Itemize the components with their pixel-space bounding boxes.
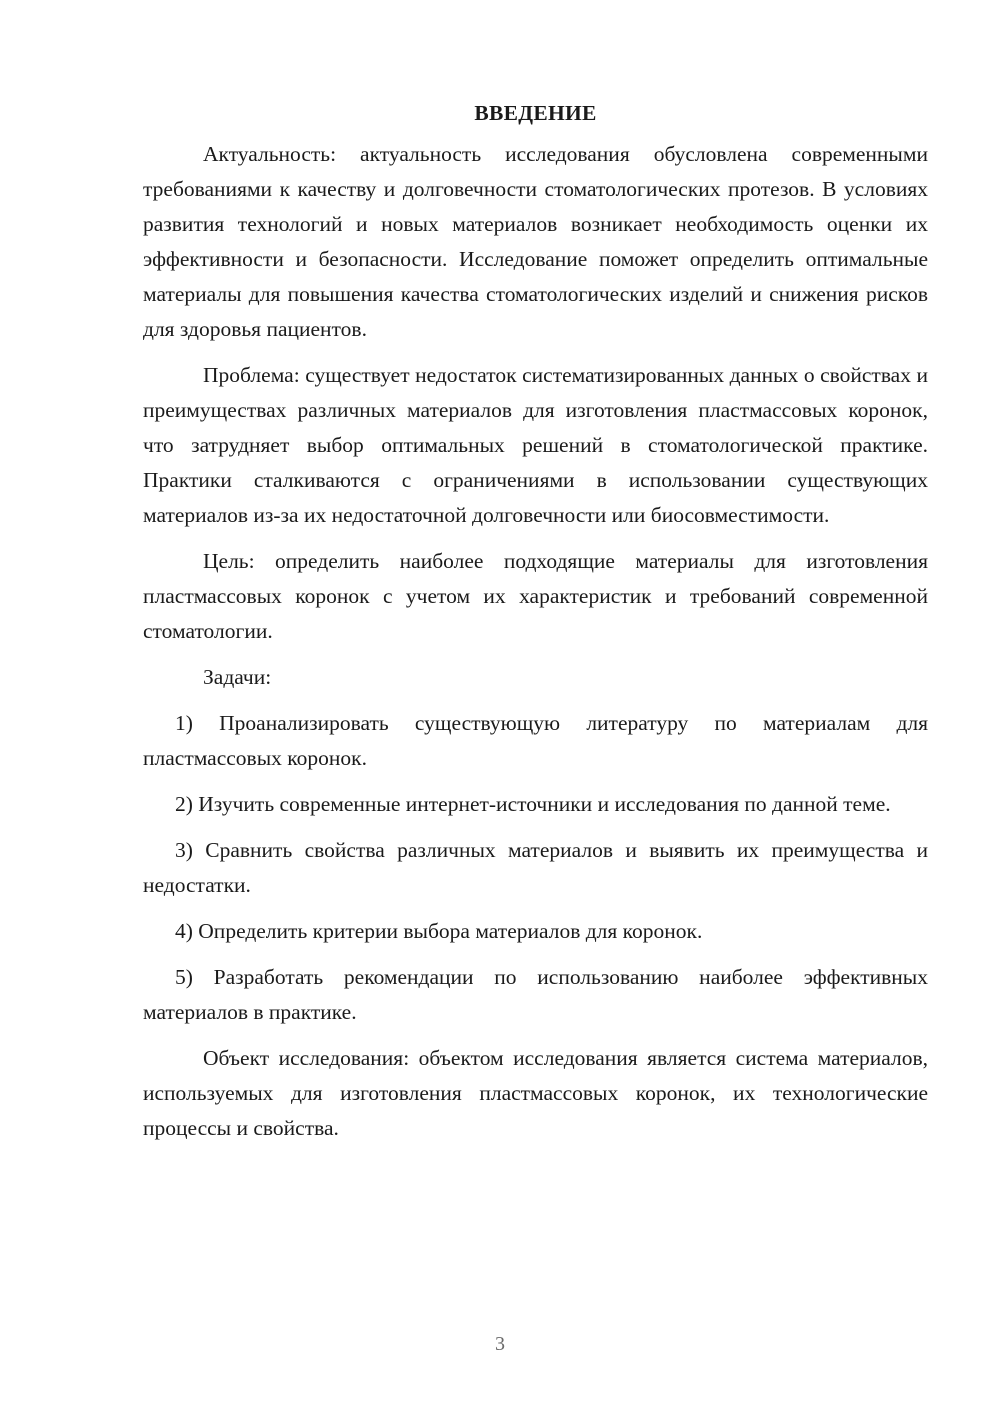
task-item-4: 4) Определить критерии выбора материалов для коронок. bbox=[175, 919, 703, 943]
page-number: 3 bbox=[495, 1333, 505, 1355]
paragraph-tasks-heading: Задачи: bbox=[203, 665, 272, 689]
section-title: ВВЕДЕНИЕ bbox=[474, 101, 597, 125]
paragraph-goal: Цель: определить наиболее подходящие материалы для изготовления пластмассовых коронок с учетом их характеристик и требований современной стоматологии. bbox=[143, 549, 928, 643]
task-item-2: 2) Изучить современные интернет-источники и исследования по данной теме. bbox=[175, 792, 891, 816]
page-content bbox=[143, 96, 928, 1157]
paragraph-problem: Проблема: существует недостаток систематизированных данных о свойствах и преимуществах различных материалов для изготовления пластмассовых коронок, что затрудняет выбор оптимальных решений в стоматологической практике. Практики сталкиваются с ограничениями в использовании существующих материалов из-за их недостаточной долговечности или биосовместимости. bbox=[143, 363, 928, 527]
task-item-1: 1) Проанализировать существующую литературу по материалам для пластмассовых коронок. bbox=[143, 711, 928, 770]
paragraph-object: Объект исследования: объектом исследования является система материалов, используемых для изготовления пластмассовых коронок, их технологические процессы и свойства. bbox=[143, 1046, 928, 1140]
task-item-5: 5) Разработать рекомендации по использованию наиболее эффективных материалов в практике. bbox=[143, 965, 928, 1024]
task-item-3: 3) Сравнить свойства различных материалов и выявить их преимущества и недостатки. bbox=[143, 838, 928, 897]
paragraph-relevance: Актуальность: актуальность исследования обусловлена современными требованиями к качеству и долговечности стоматологических протезов. В условиях развития технологий и новых материалов возникает необходимость оценки их эффективности и безопасности. Исследование поможет определить оптимальные материалы для повышения качества стоматологических изделий и снижения рисков для здоровья пациентов. bbox=[143, 142, 928, 341]
